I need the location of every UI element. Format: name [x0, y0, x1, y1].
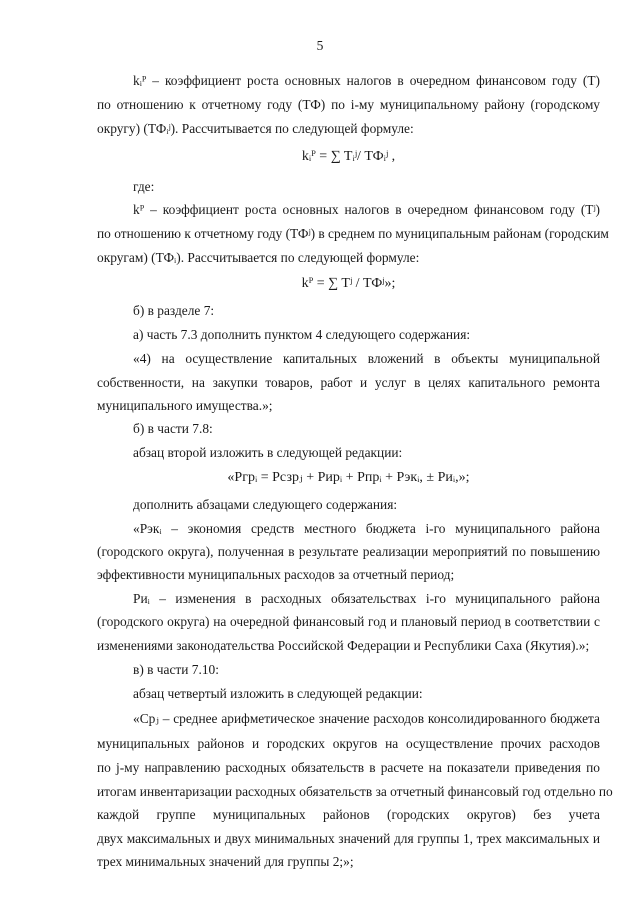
text-line: где:	[133, 179, 155, 194]
text-line: (городского округа) на очередной финансовый год и плановый период в соответствии с	[97, 614, 600, 629]
text-line: «4) на осуществление капитальных вложений в объекты муниципальной	[133, 351, 600, 366]
text-line: муниципального имущества.»;	[97, 398, 273, 413]
text-line: каждой группе муниципальных районов (городских округов) без учета	[97, 807, 600, 822]
text-line: изменениями законодательства Российской Федерации и Республики Саха (Якутия).»;	[97, 638, 590, 653]
text-line: «Cpⱼ – среднее арифметическое значение расходов консолидированного бюджета	[133, 711, 600, 726]
text-line: kᵢᴾ – коэффициент роста основных налогов в очередном финансовом году (Т)	[133, 73, 600, 88]
text-line: по отношению к отчетному году (ТФʲ) в среднем по муниципальным районам (городским	[97, 226, 609, 241]
text-line: в) в части 7.10:	[133, 662, 219, 677]
text-line: двух максимальных и двух минимальных значений для группы 1, трех максимальных и	[97, 831, 600, 846]
text-line: трех минимальных значений для группы 2;»;	[97, 854, 354, 869]
text-line: дополнить абзацами следующего содержания:	[133, 497, 398, 512]
formula: «Pгрᵢ = Pсзрⱼ + Pирᵢ + Pпрᵢ + Pэкᵢ, ± Pиᵢ,»;	[227, 470, 470, 485]
text-line: муниципальных районов и городских округов на осуществление прочих расходов	[97, 736, 600, 751]
text-line: б) в разделе 7:	[133, 303, 215, 318]
text-line: абзац четвертый изложить в следующей редакции:	[133, 686, 423, 701]
text-line: Pиᵢ – изменения в расходных обязательствах i-го муниципального района	[133, 591, 600, 606]
formula: kᵢᴾ = ∑ Tᵢʲ/ ТФᵢʲ ,	[301, 149, 396, 164]
text-line: по j-му направлению расходных обязательств в расчете на показатели приведения по	[97, 760, 600, 775]
text-line: б) в части 7.8:	[133, 421, 213, 436]
text-line: а) часть 7.3 дополнить пунктом 4 следующего содержания:	[133, 327, 471, 342]
text-line: округам) (ТФᵢ). Рассчитывается по следующей формуле:	[97, 250, 420, 265]
text-line: итогам инвентаризации расходных обязательств за отчетный финансовый год отдельно по	[97, 784, 613, 799]
text-line: абзац второй изложить в следующей редакции:	[133, 445, 403, 460]
text-line: kᴾ – коэффициент роста основных налогов в очередном финансовом году (Тʲ)	[133, 202, 600, 217]
page-number: 5	[316, 38, 324, 53]
text-line: собственности, на закупки товаров, работ и услуг в целях капитального ремонта	[97, 375, 600, 390]
text-line: (городского округа), полученная в результате реализации мероприятий по повышению	[97, 544, 600, 559]
text-line: «Pэкᵢ – экономия средств местного бюджета i-го муниципального района	[133, 521, 600, 536]
text-line: эффективности муниципальных расходов за отчетный период;	[97, 567, 455, 582]
text-line: по отношению к отчетному году (ТФ) по i-му муниципальному району (городскому	[97, 97, 600, 112]
text-line: округу) (ТФᵢʲ). Рассчитывается по следующей формуле:	[97, 121, 414, 136]
formula: kᴾ = ∑ Tʲ / ТФʲ»;	[301, 276, 396, 291]
